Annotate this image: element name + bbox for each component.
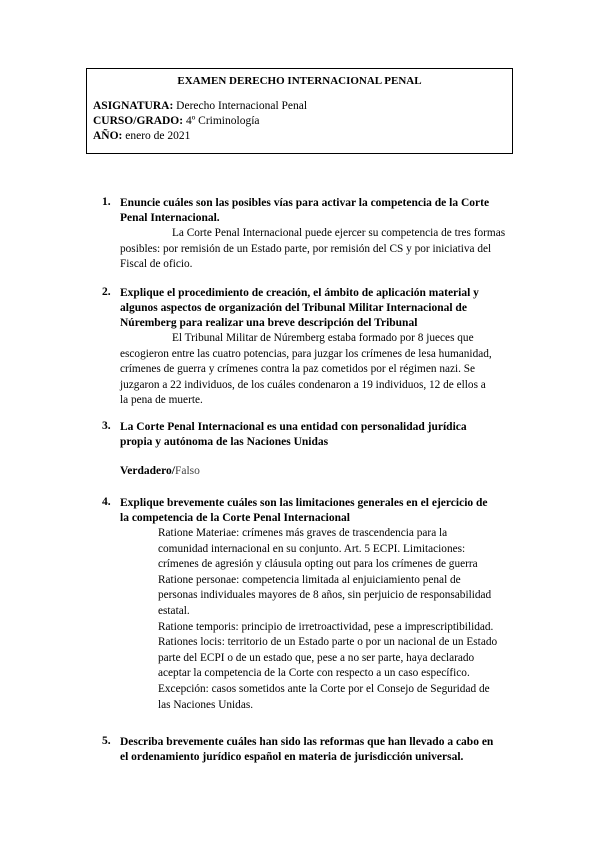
true-false-answer [120,465,200,477]
answer-4-line-4: Ratione personae: competencia limitada al enjuiciamiento penal de [158,573,461,586]
question-3-line-1: La Corte Penal Internacional es una entidad con personalidad jurídica [120,421,467,433]
question-3-text [120,420,516,450]
answer-2-line-4: juzgaron a 22 individuos, de los cuáles condenaron a 19 individuos, 12 de ellos a [120,378,486,391]
course-label: CURSO/GRADO: [93,115,184,127]
year-row [93,130,190,142]
question-4-answer [158,526,516,713]
question-4-text [120,496,516,526]
question-2-line-2: algunos aspectos de organización del Tribunal Militar Internacional de [120,302,467,314]
true-false-separator: / [171,465,175,477]
question-2-line-1: Explique el procedimiento de creación, el ámbito de aplicación material y [120,287,479,299]
answer-4-line-11: Excepción: casos sometidos ante la Corte por el Consejo de Seguridad de [158,682,490,695]
question-3-line-2: propia y autónoma de las Naciones Unidas [120,436,329,448]
question-5-line-2: el ordenamiento jurídico español en materia de jurisdicción universal. [120,751,464,763]
question-1-number: 1. [102,196,111,208]
answer-1-line-3: Fiscal de oficio. [120,258,193,271]
answer-4-line-8: Rationes locis: territorio de un Estado parte o por un nacional de un Estado [158,636,498,649]
question-5-text [120,735,520,765]
question-4-number: 4. [102,496,111,508]
answer-4-line-5: personas individuales mayores de 8 años, sin perjuicio de responsabilidad [158,589,492,602]
answer-4-line-10: aceptar la competencia de la Corte con respecto a un caso específico. [158,667,470,680]
question-4-line-1: Explique brevemente cuáles son las limitaciones generales en el ejercicio de [120,497,488,509]
answer-4-line-9: parte del ECPI o de un estado que, pese a no ser parte, haya declarado [158,651,475,664]
question-3-number: 3. [102,420,111,432]
subject-label: ASIGNATURA: [93,100,174,112]
year-value: enero de 2021 [125,130,191,142]
question-1-line-2: Penal Internacional. [120,212,220,224]
true-option: Verdadero [120,465,172,477]
answer-4-line-6: estatal. [158,604,190,617]
answer-2-line-2: escogieron entre las cuatro potencias, para juzgar los crímenes de lesa humanidad, [120,347,492,360]
subject-row [93,100,307,112]
course-row [93,115,260,127]
answer-4-line-2: comunidad internacional en su conjunto. Art. 5 ECPI. Limitaciones: [158,542,466,555]
answer-4-line-3: crímenes de agresión y cláusula opting out para los crímenes de guerra [158,558,478,571]
false-option: Falso [174,465,200,477]
answer-2-line-5: la pena de muerte. [120,394,203,407]
exam-header-box [86,68,513,154]
question-1-text [120,196,520,226]
answer-4-line-1: Ratione Materiae: crímenes más graves de trascendencia para la [158,527,448,539]
year-label: AÑO: [93,130,123,142]
answer-4-line-12: las Naciones Unidas. [158,698,254,711]
answer-1-line-1: La Corte Penal Internacional puede ejercer su competencia de tres formas [172,227,506,239]
course-value: 4º Criminología [185,115,260,127]
answer-1-line-2: posibles: por remisión de un Estado parte, por remisión del CS y por iniciativa del [120,242,492,255]
question-1-line-1: Enuncie cuáles son las posibles vías para activar la competencia de la Corte [120,197,490,209]
question-2-number: 2. [102,286,111,298]
question-4-line-2: la competencia de la Corte Penal Internacional [120,512,350,524]
answer-4-line-7: Ratione temporis: principio de irretroactividad, pese a imprescriptibilidad. [158,620,494,633]
question-1-answer [120,226,515,273]
subject-value: Derecho Internacional Penal [176,100,308,112]
answer-2-line-1: El Tribunal Militar de Núremberg estaba formado por 8 jueces que [172,332,474,344]
question-5-line-1: Describa brevemente cuáles han sido las reformas que han llevado a cabo en [120,736,494,748]
question-2-answer [120,331,515,409]
question-5-number: 5. [102,735,111,747]
question-2-line-3: Núremberg para realizar una breve descripción del Tribunal [120,317,418,329]
exam-title: EXAMEN DERECHO INTERNACIONAL PENAL [177,75,422,87]
question-2-text [120,286,516,331]
answer-2-line-3: crímenes de guerra y crímenes contra la paz cometidos por el régimen nazi. Se [120,363,476,376]
